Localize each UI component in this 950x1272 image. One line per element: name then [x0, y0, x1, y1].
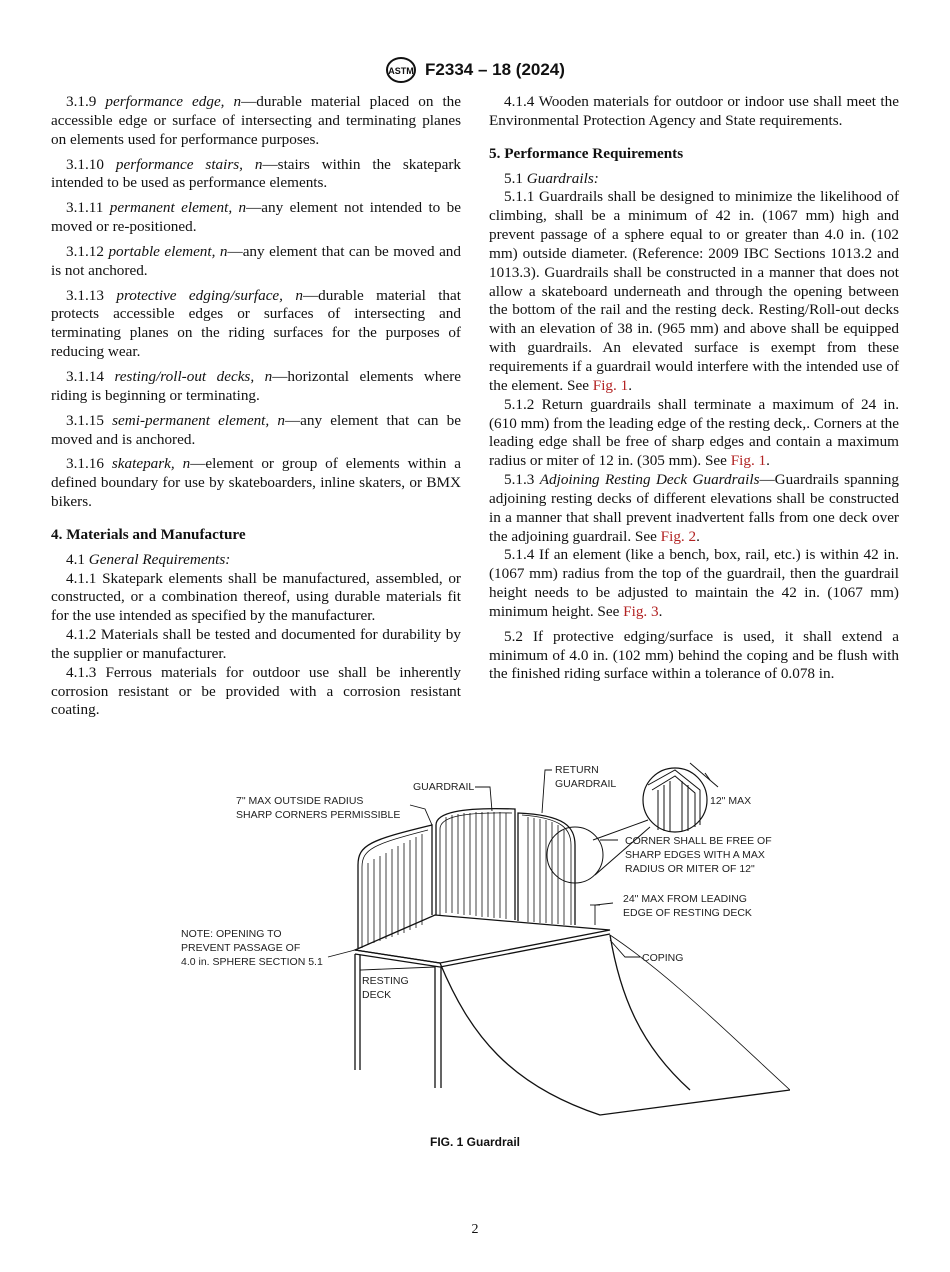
label-radius: 7" MAX OUTSIDE RADIUS [236, 795, 364, 807]
paragraph-3-1-9: 3.1.9 performance edge, n—durable material placed on the accessible edge or surface of intersecting and terminating planes on elements used for performance purposes. [51, 93, 461, 148]
label-corner-rule: SHARP EDGES WITH A MAX [625, 849, 765, 861]
paragraph-5-1-4: 5.1.4 If an element (like a bench, box, rail, etc.) is within 42 in. (1067 mm) radius from the top of the guardrail, then the guardrail height needs to be adjusted to maintain the 42 in. (1067 mm) minimum height. See Fig. 3. [489, 546, 899, 620]
fig-1-link[interactable]: Fig. 1 [592, 376, 629, 394]
document-id: F2334 – 18 (2024) [425, 60, 565, 79]
paragraph-5-1-3: 5.1.3 Adjoining Resting Deck Guardrails—Guardrails spanning adjoining resting decks of different elevations shall be constructed in a manner that shall prevent inadvertent falls from one deck over the adjoining guardrail. See Fig. 2. [489, 471, 899, 545]
figure-caption: FIG. 1 Guardrail [429, 1135, 521, 1149]
paragraph-5-1: 5.1 Guardrails: [504, 169, 599, 187]
deck-edge-thick [355, 934, 610, 967]
paragraph-5-1-2: 5.1.2 Return guardrails shall terminate a maximum of 24 in. (610 mm) from the leading edge of the resting deck,. Corners at the leading edge shall be free of sharp edges and contain a maximum radius or miter of 12 in. (305 mm). See Fig. 1. [489, 395, 899, 470]
label-return-guardrail: GUARDRAIL [555, 778, 617, 790]
figure-1-guardrail-drawing [170, 745, 790, 1125]
paragraph-4-1-1: 4.1.1 Skatepark elements shall be manufactured, assembled, or constructed, or a combination thereof, using durable materials fit for the use intended as specified by the manufacturer. [51, 569, 461, 625]
label-coping: COPING [642, 952, 684, 964]
paragraph-3-1-11: 3.1.11 permanent element, n—any element not intended to be moved or re-positioned. [51, 199, 461, 236]
label-leading-edge: 24" MAX FROM LEADING [623, 893, 747, 905]
paragraph-3-1-16: 3.1.16 skatepark, n—element or group of elements within a defined boundary for use by skateboarders, inline skaters, or BMX bikers. [51, 455, 462, 511]
paragraph-4-1-2: 4.1.2 Materials shall be tested and documented for durability by the supplier or manufacturer. [51, 626, 461, 662]
label-guardrail: GUARDRAIL [413, 781, 475, 793]
label-resting-deck: RESTING [362, 975, 409, 987]
paragraph-3-1-12: 3.1.12 portable element, n—any element that can be moved and is not anchored. [51, 242, 461, 279]
label-return-guardrail: RETURN [555, 764, 599, 776]
paragraph-4-1: 4.1 General Requirements: [66, 550, 231, 568]
label-12-max: 12" MAX [710, 795, 752, 807]
label-note: PREVENT PASSAGE OF [181, 942, 301, 954]
paragraph-4-1-4: 4.1.4 Wooden materials for outdoor or indoor use shall meet the Environmental Protection Agency and State requirements. [489, 93, 899, 129]
fig-2-link[interactable]: Fig. 2 [660, 527, 697, 545]
logo-lettering: ASTM [388, 66, 414, 76]
paragraph-4-1-3: 4.1.3 Ferrous materials for outdoor use shall be inherently corrosion resistant or be provided with a corrosion resistant coating. [51, 663, 461, 719]
label-leading-edge: EDGE OF RESTING DECK [623, 907, 752, 919]
paragraph-3-1-15: 3.1.15 semi-permanent element, n—any element that can be moved and is anchored. [51, 411, 462, 448]
paragraph-5-2: 5.2 If protective edging/surface is used, it shall extend a minimum of 4.0 in. (102 mm) behind the coping and be flush with the finished riding surface within a tolerance of 0.078 in. [489, 627, 899, 683]
paragraph-3-1-10: 3.1.10 performance stairs, n—stairs within the skatepark intended to be used as performance elements. [51, 155, 462, 192]
label-radius: SHARP CORNERS PERMISSIBLE [236, 809, 401, 821]
ramp-far-edge [610, 935, 790, 1090]
paragraph-3-1-14: 3.1.14 resting/roll-out decks, n—horizontal elements where riding is beginning or terminating. [51, 367, 462, 404]
fig-3-link[interactable]: Fig. 3 [623, 602, 659, 620]
astm-logo-icon [385, 57, 417, 83]
left-column [51, 93, 461, 720]
section-heading-4: 4. Materials and Manufacture [51, 525, 246, 543]
fig-1-link[interactable]: Fig. 1 [730, 452, 767, 470]
guardrail-center-frame [436, 809, 515, 920]
label-resting-deck: DECK [362, 989, 392, 1001]
right-column [489, 93, 899, 684]
section-heading-5: 5. Performance Requirements [489, 144, 684, 162]
label-corner-rule: RADIUS OR MITER OF 12" [625, 863, 755, 875]
label-note: NOTE: OPENING TO [181, 928, 282, 940]
paragraph-5-1-1: 5.1.1 Guardrails shall be designed to minimize the likelihood of climbing, shall be a minimum of 42 in. (1067 mm) high and prevent passage of a sphere equal to or greater than 4.0 in. (102 mm) outside diameter. (Reference: 2009 IBC Sections 1013.2 and 1013.3). Guardrails shall be constructed in a manner that does not allow a skateboard underneath and through the opening between the bottom of the rail and the resting deck. Resting/Roll-out decks with an elevation of 38 in. (965 mm) and above shall be equipped with guardrails. An elevated surface is exempt from these requirements if a guardrail would interfere with the intended use of the element. See Fig. 1. [489, 188, 899, 394]
paragraph-3-1-13: 3.1.13 protective edging/surface, n—durable material that protects accessible edges or surfaces of intersecting and terminating planes on the riding surfaces for the purposes of reducing wear. [51, 286, 461, 361]
label-corner-rule: CORNER SHALL BE FREE OF [625, 835, 772, 847]
label-note: 4.0 in. SPHERE SECTION 5.1 [181, 956, 323, 968]
corner-magnified-circle [643, 768, 707, 832]
ramp-front-curve [440, 963, 790, 1115]
page-header [0, 57, 950, 83]
guardrail-left-frame [358, 825, 432, 948]
page-number: 2 [471, 1222, 479, 1237]
